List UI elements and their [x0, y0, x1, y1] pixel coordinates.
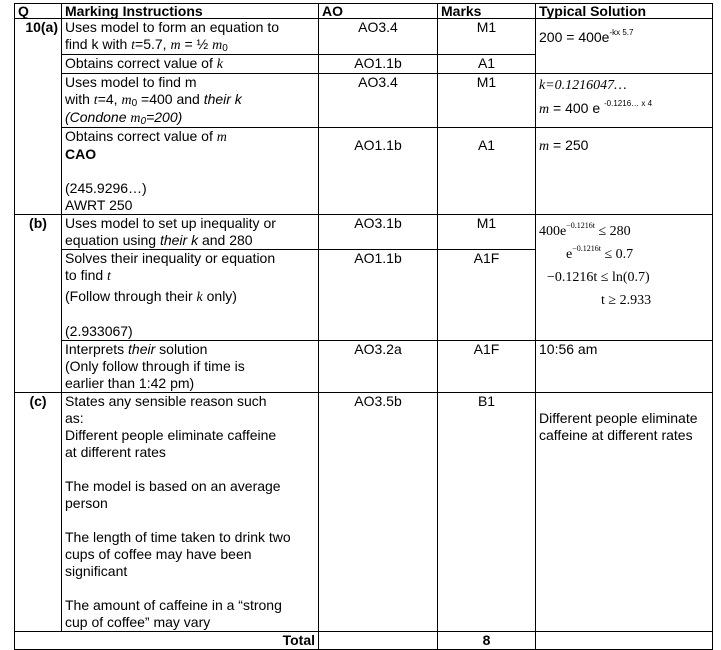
instruction-text: Solves their inequality or equation: [65, 250, 276, 266]
solution-text: m = 400 e $^{-0.1216\dots x 4}$: [539, 99, 653, 117]
solution-cell: [536, 74, 713, 128]
question-label-a: 10(a): [15, 19, 62, 215]
ao-cell: AO1.1b: [319, 55, 438, 74]
header-instructions: Marking Instructions: [62, 4, 319, 19]
instruction-cell: [62, 128, 319, 215]
instruction-text: (Only follow through if time is: [65, 358, 245, 374]
marks-cell: M1: [438, 215, 536, 250]
ao-cell: AO3.5b: [319, 393, 438, 632]
header-q: Q: [15, 4, 62, 19]
instruction-text: with t=4, $m_0 =400$ and their k: [65, 91, 242, 109]
ao-cell: AO3.4: [319, 74, 438, 128]
solution-text: k=0.1216047…: [539, 78, 627, 93]
total-spacer: [319, 632, 438, 650]
marks-cell: B1: [438, 393, 536, 632]
instruction-cell: [62, 19, 319, 55]
instruction-text: as:: [65, 410, 84, 426]
solution-cell: m = 250: [536, 128, 713, 215]
instruction-text: (245.9296…): [65, 180, 147, 196]
solution-text: $e^{-0.1216t} \le 0.7$: [566, 244, 634, 262]
table-row: [15, 19, 713, 55]
instruction-cell: [62, 393, 319, 632]
marks-cell: A1F: [438, 250, 536, 341]
instruction-text: Obtains correct value of m: [65, 128, 227, 145]
instruction-text: States any sensible reason such: [65, 393, 267, 409]
table-row: [15, 393, 713, 632]
instruction-cell: [62, 250, 319, 341]
solution-text: t ≥ 2.933: [601, 293, 652, 308]
total-label: Total: [15, 632, 319, 650]
instruction-text: Uses model to form an equation to: [65, 19, 280, 35]
ao-cell: AO1.1b: [319, 128, 438, 215]
header-solution: Typical Solution: [536, 4, 713, 19]
solution-text: $400e^{-0.1216t} \le 280$: [539, 221, 631, 239]
instruction-cell: Obtains correct value of k: [62, 55, 319, 74]
header-marks: Marks: [438, 4, 536, 19]
instruction-cell: [62, 215, 319, 250]
instruction-text: Uses model to set up inequality or: [65, 215, 276, 231]
instruction-text: (Follow through their k only): [65, 288, 237, 305]
reason-text: The length of time taken to drink two cups of coffee may have been significant: [65, 529, 291, 579]
marks-cell: A1F: [438, 341, 536, 393]
ao-cell: AO1.1b: [319, 250, 438, 341]
table-row: [15, 341, 713, 393]
total-empty: [536, 632, 713, 650]
total-value: 8: [438, 632, 536, 650]
marks-cell: A1: [438, 55, 536, 74]
solution-cell: 10:56 am: [536, 341, 713, 393]
instruction-cell: [62, 341, 319, 393]
question-label-b: (b): [15, 215, 62, 393]
solution-cell: [536, 393, 713, 632]
instruction-text: Uses model to find m: [65, 74, 197, 90]
marks-cell: M1: [438, 74, 536, 128]
marks-cell: M1: [438, 19, 536, 55]
solution-text: Different people eliminate caffeine at different rates: [539, 410, 698, 443]
instruction-cell: [62, 74, 319, 128]
instruction-text: AWRT 250: [65, 197, 133, 213]
table-row: [15, 215, 713, 250]
solution-text: −0.1216t ≤ ln(0.7): [547, 270, 650, 285]
ao-cell: AO3.2a: [319, 341, 438, 393]
solution-cell: [536, 215, 713, 341]
solution-cell: [536, 19, 713, 74]
marks-cell: A1: [438, 128, 536, 215]
table-row: [15, 128, 713, 215]
instruction-text: CAO: [65, 146, 97, 162]
total-row: [15, 632, 713, 650]
instruction-text: to find t: [65, 267, 111, 284]
instruction-text: Interprets their solution: [65, 341, 208, 357]
ao-cell: AO3.4: [319, 19, 438, 55]
reason-text: The model is based on an average person: [65, 478, 281, 511]
solution-text: $200 = 400e^{-kx 5.7}$: [539, 28, 634, 45]
reason-text: Different people eliminate caffeine at different rates: [65, 427, 277, 460]
header-row: [15, 4, 713, 19]
instruction-text: find k with t=5.7, m = ½ $m_0$: [65, 36, 228, 54]
table-row: [15, 74, 713, 128]
instruction-text: earlier than 1:42 pm): [65, 375, 195, 391]
instruction-text: equation using their k and 280: [65, 232, 253, 248]
ao-cell: AO3.1b: [319, 215, 438, 250]
mark-scheme-table: [14, 3, 713, 650]
reason-text: The amount of caffeine in a “strong cup of coffee” may vary: [65, 597, 282, 630]
instruction-text: (2.933067): [65, 323, 133, 339]
header-ao: AO: [319, 4, 438, 19]
question-label-c: (c): [15, 393, 62, 632]
instruction-text: (Condone $m_0=200$): [65, 109, 183, 127]
